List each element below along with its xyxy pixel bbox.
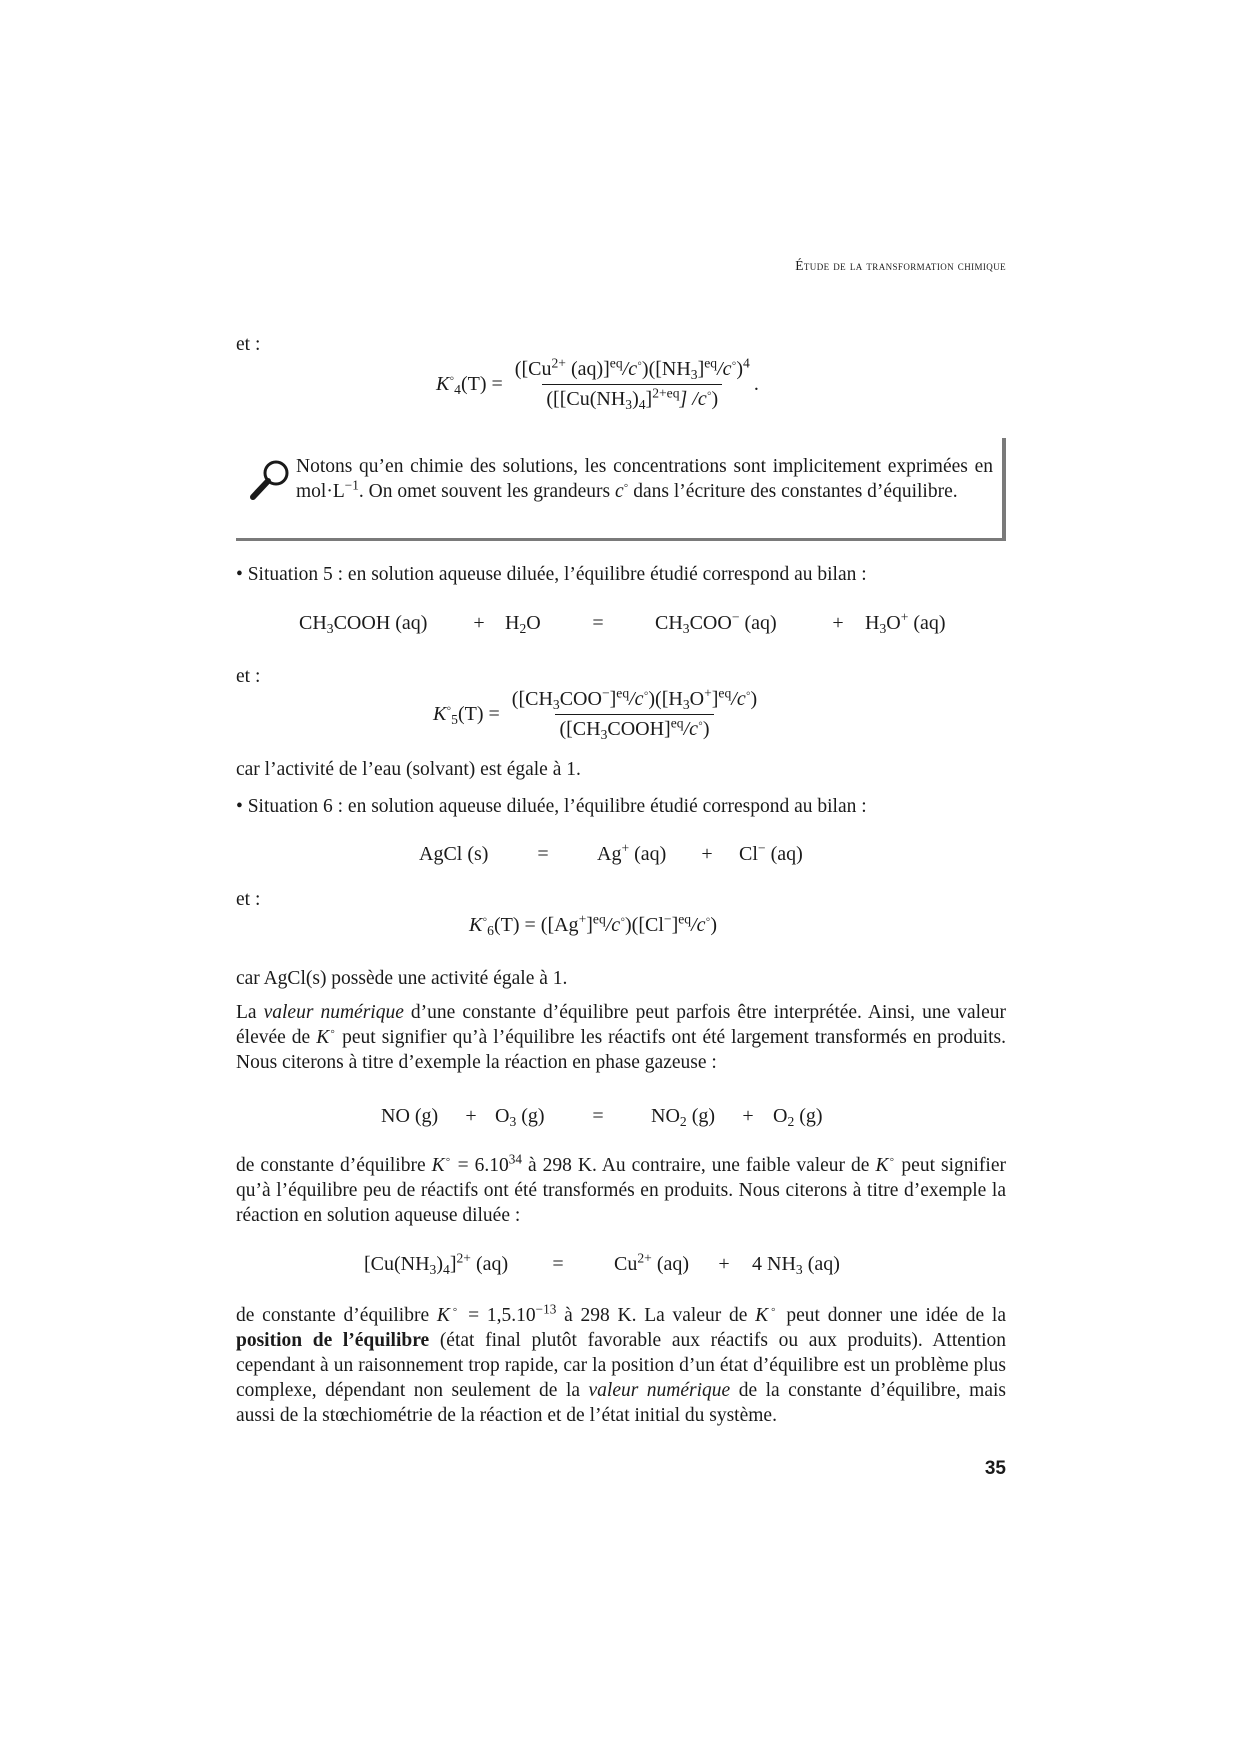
situation-5-text: • Situation 5 : en solution aqueuse diluée, l’équilibre étudié correspond au bilan : xyxy=(236,564,867,585)
et-label: et : xyxy=(236,334,261,355)
equation-cu-complex: $[Cu(NH_3)_4]^{2+}$ (aq) = $Cu^{2+}$ (aq) + 4 $NH_3$ (aq) xyxy=(364,1250,840,1278)
et-label: et : xyxy=(236,889,261,910)
paragraph-position-equilibre: de constante d’équilibre $K^◦ = 1,5.10^{-13}$ à 298 K. La valeur de K◦ peut donner une idée de la position de l’équilibre (état final plutôt favorable aux réactifs ou aux produits). Attention cependant à un raisonnement trop rapide, car la position d’un état d’équilibre est un problème plus complexe, dépendant non seulement de la valeur numérique de la constante d’équilibre, mais aussi de la stœchiométrie de la réaction et de l’état initial du système. xyxy=(236,1301,1007,1426)
paragraph-valeur-numerique: La valeur numérique d’une constante d’équilibre peut parfois être interprétée. Ainsi, une valeur élevée de K◦ peut signifier qu’à l’équilibre les réactifs ont été largement transformés en produits. Nous citerons à titre d’exemple la réaction en phase gazeuse : xyxy=(236,1002,1007,1073)
k5-fraction: $\frac{([CH_3COO^-]^{eq}/c^◦)([H_3O^+]^{eq}/c^◦)}{([CH_3COOH]^{eq}/c^◦)}$ xyxy=(511,685,758,743)
equation-k5: $K^◦_5(T)$ = $\frac{([CH_3COO^-]^{eq}/c^◦)([H_3O^+]^{eq}/c^◦)}{([CH_3COOH]^{eq}/c^◦)}$ xyxy=(433,688,761,741)
note-box xyxy=(236,438,1006,541)
k4-fraction: $\frac{([Cu^{2+} (aq)]^{eq}/c^◦)([NH_3]^{eq}/c^◦)^4}{([[Cu(NH_3)_4]^{2+eq}] /c^◦)}$ xyxy=(514,355,750,413)
equation-k6: $K^◦_6(T) = ([Ag^+]^{eq}/c^◦)([Cl^-]^{eq}/c^◦)$ xyxy=(469,911,718,939)
running-header: Étude de la transformation chimique xyxy=(795,258,1006,273)
book-page xyxy=(236,0,1006,1754)
equation-k4: $K^◦_4(T)$ = $\frac{([Cu^{2+} (aq)]^{eq}/c^◦)([NH_3]^{eq}/c^◦)^4}{([[Cu(NH_3)_4]^{2+eq}] /c^◦)}$ . xyxy=(436,355,759,413)
agcl-activity-note: car AgCl(s) possède une activité égale à 1. xyxy=(236,968,568,989)
equation-no-o3: NO (g) + $O_3$ (g) = $NO_2$ (g) + $O_2$ (g) xyxy=(381,1105,823,1130)
note-border-bottom xyxy=(236,538,1006,541)
note-border-right xyxy=(1002,438,1006,541)
equation-situation-5: $CH_3COOH$ (aq) + $H_2O$ = $CH_3COO^-$ (aq) + $H_3O^+$ (aq) xyxy=(299,609,946,637)
et-label: et : xyxy=(236,666,261,687)
situation-6-text: • Situation 6 : en solution aqueuse diluée, l’équilibre étudié correspond au bilan : xyxy=(236,796,867,817)
paragraph-constante-elevee: de constante d’équilibre $K^◦ = 6.10^{34}$ à 298 K. Au contraire, une faible valeur de K◦ peut signifier qu’à l’équilibre peu de réactifs ont été transformés en produits. Nous citerons à titre d’exemple la réaction en solution aqueuse diluée : xyxy=(236,1151,1006,1226)
magnifier-icon xyxy=(248,458,292,502)
page-number: 35 xyxy=(984,1458,1006,1479)
water-activity-note: car l’activité de l’eau (solvant) est égale à 1. xyxy=(236,759,581,780)
note-text: Notons qu’en chimie des solutions, les concentrations sont implicitement exprimées en $mol\cdot L^{-1}$. On omet souvent les grandeurs c◦ dans l’écriture des constantes d’équilibre. xyxy=(296,456,993,502)
equation-situation-6: AgCl (s) = Ag+ (aq) + Cl− (aq) xyxy=(419,840,803,865)
